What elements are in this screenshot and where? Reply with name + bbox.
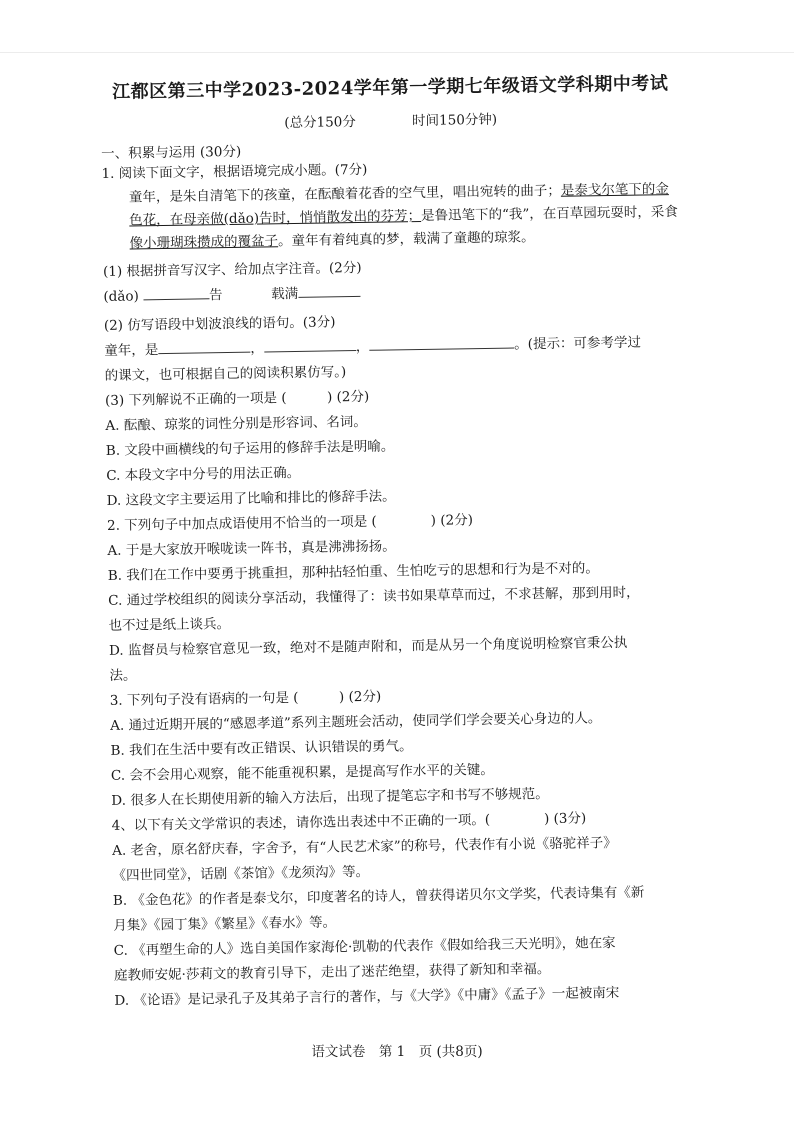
q1-sub3-stem: (3) 下列解说不正确的一项是 ( ) (2分)	[104, 388, 370, 409]
option: D. 监督员与检察官意见一致，绝对不是随声附和，而是从另一个角度说明检察官秉公执	[108, 634, 628, 659]
total-score: (总分150分	[284, 113, 356, 132]
q2-stem: 2. 下列句子中加点成语使用不恰当的一项是 ( ) (2分)	[106, 512, 474, 534]
imitation-start: 童年，是	[104, 342, 159, 359]
option-continued: 《四世同堂》，话剧《茶馆》《龙须沟》等。	[112, 863, 370, 884]
option: D. 很多人在长期使用新的输入方法后，出现了提笔忘字和书写不够规范。	[111, 786, 549, 809]
imitation-end: 。(提示：可参考学过	[514, 334, 642, 353]
option: D. 这段文字主要运用了比喻和排比的修辞手法。	[106, 488, 396, 509]
comma: ，	[250, 340, 264, 357]
imitation-hint: 的课文，也可根据自己的阅读积累仿写。)	[104, 364, 347, 384]
passage-part-3: 是鲁迅笔下的“我”，在百草园玩耍时，采食	[420, 203, 678, 224]
exam-title: 江都区第三中学2023-2024学年第一学期七年级语文学科期中考试	[111, 73, 669, 103]
comma: ，	[355, 338, 370, 356]
option-continued: 也不过是纸上谈兵。	[108, 616, 231, 634]
option: B. 文段中画横线的句子运用的修辞手法是明喻。	[105, 438, 395, 459]
exam-time: 时间150分钟)	[411, 111, 498, 130]
option: C. 本段文字中分号的用法正确。	[106, 464, 301, 484]
section-heading: 一、积累与运用 (30分)	[101, 143, 242, 162]
q1-stem: 1. 阅读下面文字，根据语境完成小题。(7分)	[101, 161, 368, 182]
option-continued: 月集》《园丁集》《繁星》《春水》等。	[113, 914, 337, 934]
option-continued: 庭教师安妮·莎莉文的教育引导下，走出了迷茫绝望，获得了新知和幸福。	[113, 961, 551, 984]
passage-part-2: 是泰戈尔笔下的金色花，在母亲做(dǎo)告时，悄悄散发出的芬芳；	[129, 181, 669, 229]
char-label: 告	[208, 287, 223, 304]
q3-stem: 3. 下列句子没有语病的一句是 ( ) (2分)	[109, 688, 382, 709]
page-footer: 语文试卷 第 1 页 (共8页)	[311, 1044, 483, 1060]
word-label: 载满	[271, 285, 299, 303]
option: B. 《金色花》的作者是泰戈尔，印度著名的诗人，曾获得诺贝尔文学奖，代表诗集有《新	[112, 884, 645, 909]
pinyin-label: (dǎo)	[103, 288, 139, 305]
q1-sub1-stem: (1) 根据拼音写汉字、给加点字注音。(2分)	[102, 259, 362, 280]
passage-part-1: 童年，是朱自清笔下的孩童，在酝酿着花香的空气里，唱出宛转的曲子；	[128, 182, 561, 206]
q1-sub2-stem: (2) 仿写语段中划波浪线的语句。(3分)	[103, 314, 336, 334]
answer-blank[interactable]	[298, 282, 360, 298]
scan-top-edge	[0, 52, 794, 53]
option: A. 通过近期开展的“感恩孝道”系列主题班会活动，使同学们学会要关心身边的人。	[110, 710, 602, 734]
exam-subtitle	[101, 105, 681, 134]
answer-blank[interactable]	[158, 338, 250, 354]
q4-stem: 4、以下有关文学常识的表述，请你选出表述中不正确的一项。( ) (3分)	[111, 810, 587, 834]
option: A. 于是大家放开喉咙读一阵书，真是沸沸扬扬。	[107, 538, 396, 559]
option: C. 《再塑生命的人》选自美国作家海伦·凯勒的代表作《假如给我三天光明》，她在家	[113, 935, 616, 959]
option: C. 会不会用心观察，能不能重视积累，是提高写作水平的关键。	[110, 761, 494, 784]
option: A. 老舍，原名舒庆春，字舍予，有“人民艺术家”的称号，代表作有小说《骆驼祥子》	[112, 834, 617, 859]
answer-blank[interactable]	[369, 334, 514, 351]
option: D. 《论语》是记录孔子及其弟子言行的著作，与《大学》《中庸》《孟子》一起被南宋	[114, 984, 620, 1009]
option-continued: 法。	[109, 667, 137, 684]
option: C. 通过学校组织的阅读分享活动，我懂得了：读书如果草草而过，不求甚解，那到用时，	[108, 584, 640, 609]
option: B. 我们在工作中要勇于挑重担，那种拈轻怕重、生怕吃亏的思想和行为是不对的。	[107, 560, 599, 584]
passage-part-4: 像小珊瑚珠攒成的覆盆子	[129, 233, 279, 252]
q1-passage	[102, 178, 683, 256]
option: B. 我们在生活中要有改正错误、认识错误的勇气。	[110, 738, 413, 759]
answer-blank[interactable]	[264, 336, 356, 352]
answer-blank[interactable]	[143, 284, 209, 300]
option: A. 酝酿、琼浆的词性分别是形容词、名词。	[105, 413, 367, 434]
exam-page	[100, 69, 695, 1014]
passage-part-5: 。童年有着纯真的梦，载满了童趣的琼浆。	[277, 229, 535, 250]
